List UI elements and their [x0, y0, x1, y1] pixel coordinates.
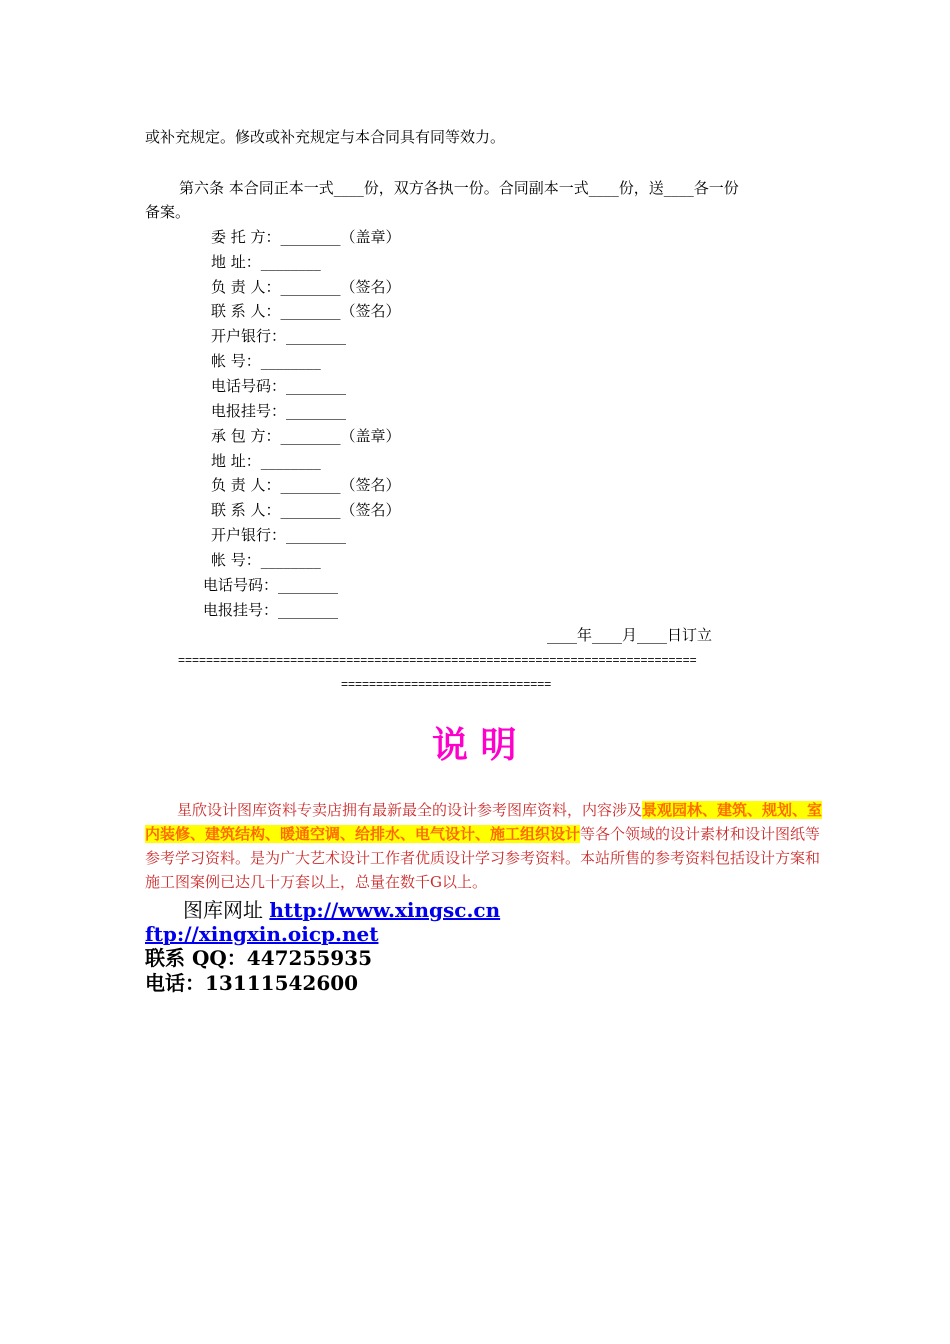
notice-intro-text: 星欣设计图库资料专卖店拥有最新最全的设计参考图库资料，内容涉及 — [177, 801, 643, 819]
party-b-responsible: 负 责 人：________（签名） — [211, 476, 401, 494]
notice-title: 说 明 — [432, 725, 517, 766]
party-b-address: 地 址：________ — [211, 452, 321, 470]
party-a-phone: 电话号码：________ — [211, 377, 347, 395]
signing-date: ____年____月____日订立 — [547, 626, 713, 644]
party-b-telegraph: 电报挂号：________ — [203, 601, 339, 619]
contract-continuation-text: 或补充规定。修改或补充规定与本合同具有同等效力。 — [145, 128, 506, 146]
separator-line-short: ============================== — [341, 677, 552, 691]
party-b-account: 帐 号：________ — [211, 551, 321, 569]
party-a-client: 委 托 方：________（盖章） — [211, 228, 401, 246]
site-row — [183, 898, 500, 922]
separator-line: ========================================================================== — [178, 653, 697, 667]
party-b-bank: 开户银行：________ — [211, 526, 347, 544]
site-link[interactable]: http://www.xingsc.cn — [269, 898, 501, 922]
party-b-contractor: 承 包 方：________（盖章） — [211, 427, 401, 445]
ftp-row — [145, 922, 378, 946]
qq-contact: 联系 QQ：447255935 — [145, 946, 373, 970]
notice-paragraph — [145, 798, 825, 894]
party-b-contact: 联 系 人：________（签名） — [211, 501, 401, 519]
notice-highlight-text: 景观园林、建筑、规划、室内装修、建筑结构、暖通空调、给排水、电气设计、施工组织设计 — [145, 801, 823, 843]
party-a-responsible: 负 责 人：________（签名） — [211, 278, 401, 296]
party-a-address: 地 址：________ — [211, 253, 321, 271]
phone-contact: 电话：13111542600 — [145, 971, 359, 995]
party-a-bank: 开户银行：________ — [211, 327, 347, 345]
notice-end-text: 等各个领域的设计素材和设计图纸等参考学习资料。是为广大艺术设计工作者优质设计学习参考资料。本站所售的参考资料包括设计方案和施工图案例已达几十万套以上，总量在数千G以上。 — [145, 825, 821, 891]
ftp-link[interactable]: ftp://xingxin.oicp.net — [145, 922, 379, 946]
party-a-telegraph: 电报挂号：________ — [211, 402, 347, 420]
party-b-phone: 电话号码：________ — [203, 576, 339, 594]
article-6-text: 第六条 本合同正本一式____份，双方各执一份。合同副本一式____份，送____各一份 — [179, 179, 739, 197]
party-a-contact: 联 系 人：________（签名） — [211, 302, 401, 320]
site-label: 图库网址 — [183, 898, 263, 922]
party-a-account: 帐 号：________ — [211, 352, 321, 370]
article-6-text-continued: 备案。 — [145, 203, 191, 221]
